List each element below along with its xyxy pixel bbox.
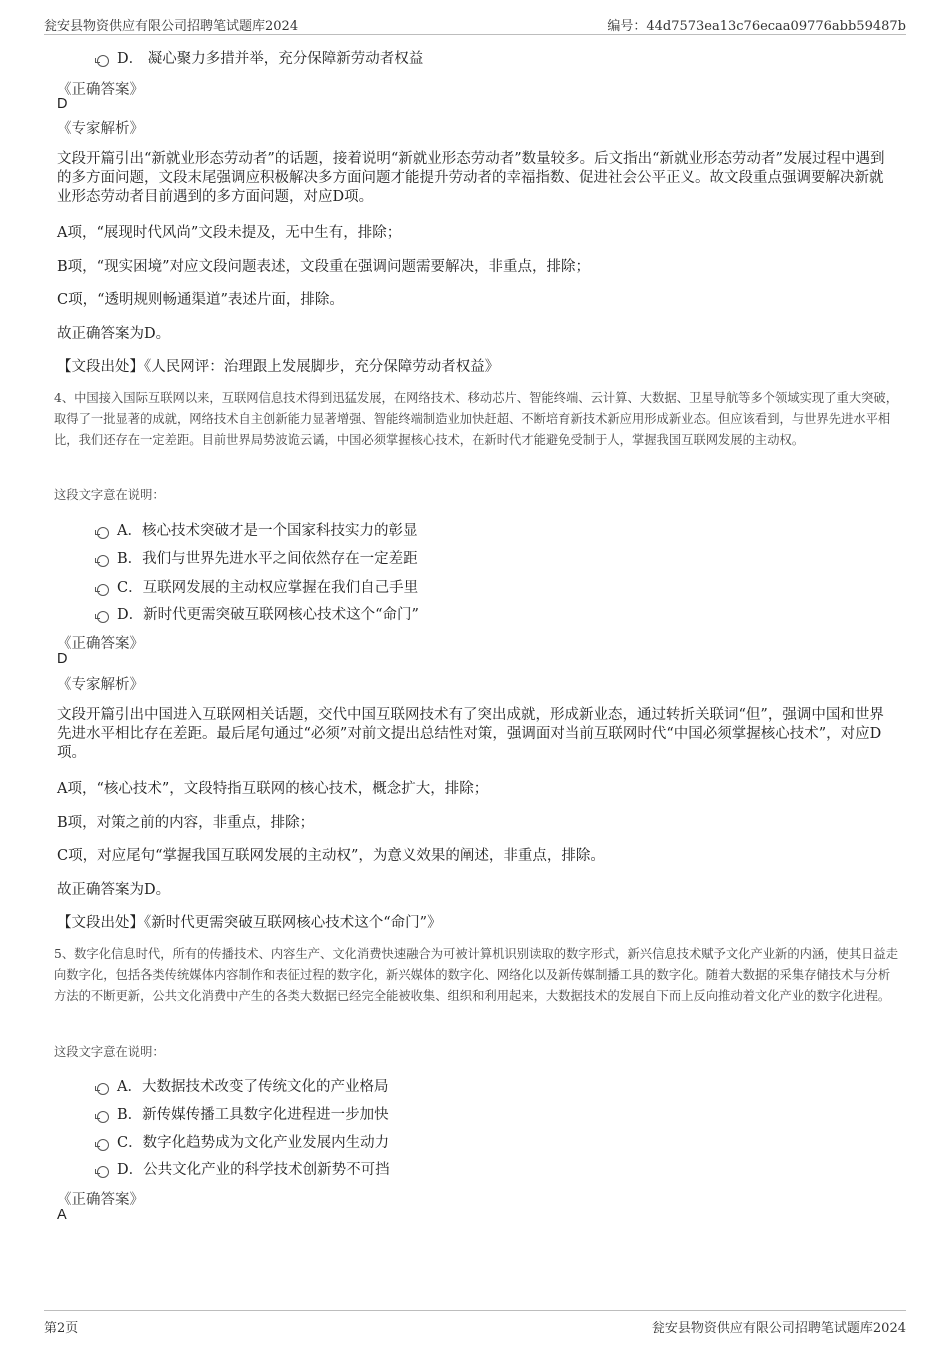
answer-value: D (57, 96, 68, 112)
answer-label: 《正确答案》 (57, 636, 144, 652)
analysis-line: B项，对策之前的内容，非重点，排除； (57, 815, 315, 831)
q5-option-b[interactable]: B．新传媒传播工具数字化进程进一步加快 (97, 1103, 389, 1125)
radio-icon[interactable] (97, 1166, 109, 1178)
header-title: 瓮安县物资供应有限公司招聘笔试题库2024 (44, 19, 299, 34)
question-5-text: 5、数字化信息时代，所有的传播技术、内容生产、文化消费快速融合为可被计算机识别读取的数字形式，新兴信息技术赋予文化产业新的内涵，使其日益走向数字化，包括各类传统媒体内容制作和表征过程的数字化，新兴媒体的数字化、网络化以及新传媒制播工具的数字化。随着大数据的采集存储技术与分析方法的不断更新，公共文化消费中产生的各类大数据已经完全能被收集、组织和利用起来，大数据技术的发展自下而上反向推动着文化产业的数字化进程。 (54, 947, 899, 1003)
answer-label: 《正确答案》 (57, 82, 144, 98)
source-line: 【文段出处】《人民网评：治理跟上发展脚步，充分保障劳动者权益》 (57, 359, 500, 375)
q5-option-a[interactable]: A．大数据技术改变了传统文化的产业格局 (97, 1075, 388, 1097)
analysis-text: 文段开篇引出“新就业形态劳动者”的话题，接着说明“新就业形态劳动者”数量较多。后文指出“新就业形态劳动者”发展过程中遇到的多方面问题，文段末尾强调应积极解决多方面问题才能提升劳动者的幸福指数、促进社会公平正义。故文段重点强调要解决新就业形态劳动者目前遇到的多方面问题，对应D项。 (57, 151, 885, 205)
analysis-label: 《专家解析》 (57, 677, 144, 693)
source-line: 【文段出处】《新时代更需突破互联网核心技术这个“命门”》 (57, 915, 442, 931)
page-number: 第2页 (44, 1321, 79, 1336)
page-header (44, 12, 906, 35)
footer-title: 瓮安县物资供应有限公司招聘笔试题库2024 (651, 1321, 906, 1336)
analysis-line: A项，“展现时代风尚”文段未提及，无中生有，排除； (57, 225, 402, 241)
q5-option-d[interactable]: D．公共文化产业的科学技术创新势不可挡 (97, 1158, 390, 1180)
analysis-line: 故正确答案为D。 (57, 326, 171, 342)
analysis-line: C项，对应尾句“掌握我国互联网发展的主动权”，为意义效果的阐述，非重点，排除。 (57, 848, 605, 864)
analysis-line: A项，“核心技术”，文段特指互联网的核心技术，概念扩大，排除； (57, 781, 489, 797)
option-d[interactable]: D． 凝心聚力多措并举，充分保障新劳动者权益 (97, 47, 423, 69)
answer-value: D (57, 651, 68, 667)
answer-value: A (57, 1207, 67, 1223)
radio-icon[interactable] (97, 611, 109, 623)
q5-option-c[interactable]: C．数字化趋势成为文化产业发展内生动力 (97, 1131, 389, 1153)
q4-option-d[interactable]: D．新时代更需突破互联网核心技术这个“命门” (97, 603, 419, 625)
page-footer (44, 1310, 906, 1335)
analysis-label: 《专家解析》 (57, 121, 144, 137)
document-id: 编号：44d7573ea13c76ecaa09776abb59487b (607, 19, 906, 34)
analysis-line: B项，“现实困境”对应文段问题表述，文段重在强调问题需要解决，非重点，排除； (57, 259, 590, 275)
q4-option-b[interactable]: B．我们与世界先进水平之间依然存在一定差距 (97, 547, 418, 569)
q4-option-a[interactable]: A．核心技术突破才是一个国家科技实力的彰显 (97, 519, 417, 541)
radio-icon[interactable] (97, 1083, 109, 1095)
analysis-line: C项，“透明规则畅通渠道”表述片面，排除。 (57, 292, 344, 308)
radio-icon[interactable] (97, 584, 109, 596)
radio-icon[interactable] (97, 1139, 109, 1151)
question-5-stem: 这段文字意在说明： (54, 1045, 165, 1059)
radio-icon[interactable] (97, 555, 109, 567)
analysis-text: 文段开篇引出中国进入互联网相关话题，交代中国互联网技术有了突出成就，形成新业态，通过转折关联词“但”，强调中国和世界先进水平相比存在差距。最后尾句通过“必须”对前文提出总结性对策，强调面对当前互联网时代“中国必须掌握核心技术”，对应D项。 (57, 707, 884, 761)
answer-label: 《正确答案》 (57, 1192, 144, 1208)
analysis-line: 故正确答案为D。 (57, 882, 171, 898)
radio-icon[interactable] (97, 1111, 109, 1123)
question-4-stem: 这段文字意在说明： (54, 488, 165, 502)
question-4-text: 4、中国接入国际互联网以来，互联网信息技术得到迅猛发展，在网络技术、移动芯片、智能终端、云计算、大数据、卫星导航等多个领域实现了重大突破，取得了一批显著的成就，网络技术自主创新能力显著增强、智能终端制造业加快赶超、不断培育新技术新应用形成新业态。但应该看到，与世界先进水平相比，我们还存在一定差距。目前世界局势波诡云谲，中国必须掌握核心技术，在新时代才能避免受制于人，掌握我国互联网发展的主动权。 (54, 391, 899, 447)
radio-icon[interactable] (97, 527, 109, 539)
q4-option-c[interactable]: C．互联网发展的主动权应掌握在我们自己手里 (97, 576, 418, 598)
radio-icon[interactable] (97, 55, 109, 67)
